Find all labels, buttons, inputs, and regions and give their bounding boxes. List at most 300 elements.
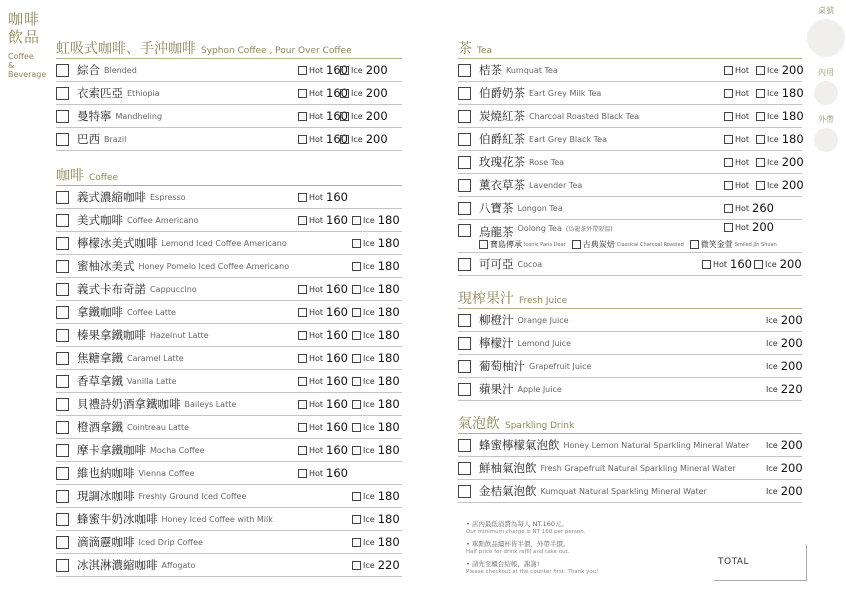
title-en-line2: &: [8, 61, 15, 70]
item-checkbox[interactable]: [56, 329, 69, 342]
hot-checkbox[interactable]: [298, 331, 307, 340]
hot-option: [298, 370, 348, 392]
hot-checkbox[interactable]: [298, 446, 307, 455]
ice-checkbox[interactable]: [352, 446, 361, 455]
total-box[interactable]: [714, 545, 807, 581]
ice-option: [340, 82, 388, 104]
item-name: 蜜柚冰美式: [77, 259, 135, 273]
menu-item-row: [56, 393, 402, 416]
hot-checkbox[interactable]: [298, 216, 307, 225]
item-name-en: Caramel Latte: [127, 353, 184, 363]
item-checkbox[interactable]: [458, 485, 471, 498]
ice-option: [352, 554, 400, 576]
item-name-en: Honey Iced Coffee with Milk: [161, 514, 273, 524]
hot-label: Hot: [309, 330, 324, 340]
hot-checkbox[interactable]: [298, 112, 307, 121]
item-name-en: Iced Drip Coffee: [138, 537, 203, 547]
ice-option: [340, 128, 388, 150]
section-header: [458, 38, 802, 59]
menu-item-row: [56, 554, 402, 577]
item-name-en: Coffee Latte: [127, 307, 176, 317]
hot-label: Hot: [309, 445, 324, 455]
ice-label: Ice: [766, 338, 778, 348]
menu-section: [56, 38, 402, 151]
menu-item-row: [458, 82, 802, 105]
hot-checkbox[interactable]: [298, 308, 307, 317]
item-name: 香草拿鐵: [77, 374, 123, 388]
menu-item-row: [56, 82, 402, 105]
item-name: 柳橙汁: [479, 313, 514, 327]
item-checkbox[interactable]: [458, 383, 471, 396]
hot-price: 160: [326, 190, 348, 204]
hot-label: Hot: [735, 203, 750, 213]
ice-price: 180: [377, 443, 400, 457]
menu-item-row: [458, 457, 802, 480]
ice-checkbox[interactable]: [352, 308, 361, 317]
ice-option: [352, 531, 400, 553]
ice-option: [766, 480, 803, 502]
menu-item-row: [56, 232, 402, 255]
ice-label: Ice: [363, 284, 375, 294]
section-title: 咖啡: [56, 168, 84, 184]
hot-option: [298, 347, 348, 369]
item-name: 蜂蜜檸檬氣泡飲: [479, 438, 560, 452]
item-name-en: Charcoal Roasted Black Tea: [529, 111, 640, 121]
menu-item-row: [458, 220, 802, 253]
item-checkbox[interactable]: [458, 133, 471, 146]
ice-option: [754, 253, 802, 275]
hot-price: 160: [326, 374, 348, 388]
ice-price: 200: [781, 155, 804, 169]
variant-name-en: Classical Charcoal Roasted: [616, 241, 684, 248]
item-checkbox[interactable]: [458, 258, 471, 271]
variant-checkbox[interactable]: [690, 240, 699, 249]
item-name: 烏龍茶: [479, 225, 514, 239]
item-name-en: Coffee Americano: [127, 215, 199, 225]
hot-checkbox[interactable]: [724, 181, 733, 190]
section-header: [56, 165, 402, 186]
ice-checkbox[interactable]: [352, 377, 361, 386]
item-checkbox[interactable]: [458, 439, 471, 452]
item-name-en: Cointreau Latte: [127, 422, 190, 432]
item-checkbox[interactable]: [56, 133, 69, 146]
ice-label: Ice: [363, 376, 375, 386]
hot-checkbox[interactable]: [298, 400, 307, 409]
oolong-variants: [479, 239, 783, 250]
ice-option: [340, 59, 388, 81]
menu-item-row: [56, 301, 402, 324]
ice-option: [352, 301, 400, 323]
ice-label: Ice: [767, 65, 779, 75]
ice-option: [352, 485, 400, 507]
ice-label: Ice: [363, 307, 375, 317]
ice-price: 200: [780, 359, 803, 373]
menu-item-row: [458, 378, 802, 401]
item-checkbox[interactable]: [56, 444, 69, 457]
ice-price: 180: [377, 420, 400, 434]
menu-item-row: [56, 324, 402, 347]
ice-price: 180: [781, 109, 804, 123]
ice-checkbox[interactable]: [352, 492, 361, 501]
hot-price: 160: [326, 420, 348, 434]
hot-option: [298, 186, 348, 208]
menu-item-row: [56, 278, 402, 301]
hot-checkbox[interactable]: [724, 223, 733, 232]
ice-price: 180: [377, 535, 400, 549]
item-checkbox[interactable]: [458, 314, 471, 327]
menu-item-row: [56, 105, 402, 128]
hot-checkbox[interactable]: [724, 204, 733, 213]
dine-in-label: 內用: [818, 68, 834, 77]
section-subtitle: Sparkling Drink: [505, 421, 575, 431]
item-checkbox[interactable]: [458, 224, 471, 237]
section-title: 現榨果汁: [458, 291, 514, 307]
ice-option: [352, 209, 400, 231]
note-zh: • 店內最低消費為每人 NT.160元。: [466, 520, 569, 528]
hot-checkbox[interactable]: [724, 112, 733, 121]
hot-price: 160: [326, 86, 348, 100]
item-checkbox[interactable]: [56, 283, 69, 296]
item-name-en: Affogato: [161, 560, 196, 570]
item-checkbox[interactable]: [458, 179, 471, 192]
ice-option: [340, 105, 388, 127]
ice-label: Ice: [766, 384, 778, 394]
hot-checkbox[interactable]: [298, 354, 307, 363]
item-name: 蜂蜜牛奶冰咖啡: [77, 512, 158, 526]
ice-price: 220: [377, 558, 400, 572]
item-name-en: Eart Grey Milk Tea: [529, 88, 602, 98]
item-name: 蘋果汁: [479, 382, 514, 396]
ice-label: Ice: [363, 445, 375, 455]
note-en: Our minimum charge is NT 160 per person.: [466, 529, 586, 535]
menu-item-row: [56, 186, 402, 209]
item-name: 玫瑰花茶: [479, 155, 525, 169]
item-checkbox[interactable]: [458, 87, 471, 100]
item-checkbox[interactable]: [56, 191, 69, 204]
ice-label: Ice: [363, 399, 375, 409]
note-zh: • 請先至櫃台結帳，謝謝!: [466, 560, 540, 568]
hot-price: 160: [326, 351, 348, 365]
ice-checkbox[interactable]: [352, 423, 361, 432]
hot-checkbox[interactable]: [298, 193, 307, 202]
note-en: Please checkout at the counter first. Thank you!: [466, 569, 599, 575]
hot-label: Hot: [309, 376, 324, 386]
hot-checkbox[interactable]: [702, 260, 711, 269]
ice-checkbox[interactable]: [352, 515, 361, 524]
ice-checkbox[interactable]: [352, 354, 361, 363]
item-checkbox[interactable]: [56, 559, 69, 572]
item-checkbox[interactable]: [56, 398, 69, 411]
menu-section: [458, 288, 802, 401]
ice-checkbox[interactable]: [340, 135, 349, 144]
menu-item-row: [458, 253, 802, 276]
ice-price: 220: [780, 382, 803, 396]
ice-price: 180: [377, 259, 400, 273]
item-name: 檸檬冰美式咖啡: [77, 236, 158, 250]
item-name-en: Honey Lemon Natural Sparkling Mineral Water: [563, 440, 750, 450]
ice-option: [756, 82, 804, 104]
ice-price: 180: [377, 351, 400, 365]
hot-price: 160: [326, 109, 348, 123]
order-type-panel: [806, 5, 846, 152]
hot-label: Hot: [735, 88, 750, 98]
hot-checkbox[interactable]: [724, 66, 733, 75]
ice-checkbox[interactable]: [756, 89, 765, 98]
hot-price: 160: [326, 305, 348, 319]
hot-price: 160: [326, 282, 348, 296]
ice-checkbox[interactable]: [756, 66, 765, 75]
hot-checkbox[interactable]: [298, 66, 307, 75]
ice-label: Ice: [767, 111, 779, 121]
item-checkbox[interactable]: [56, 64, 69, 77]
hot-option: [298, 393, 348, 415]
oolong-variant: [479, 239, 566, 250]
ice-checkbox[interactable]: [756, 158, 765, 167]
ice-checkbox[interactable]: [352, 331, 361, 340]
menu-title: [8, 10, 52, 79]
item-checkbox[interactable]: [56, 260, 69, 273]
hot-label: Hot: [309, 65, 324, 75]
hot-checkbox[interactable]: [724, 158, 733, 167]
menu-item-row: [458, 355, 802, 378]
ice-price: 200: [365, 86, 388, 100]
ice-label: Ice: [351, 111, 363, 121]
hot-checkbox[interactable]: [724, 135, 733, 144]
menu-item-row: [458, 128, 802, 151]
ice-price: 180: [377, 213, 400, 227]
ice-price: 200: [365, 109, 388, 123]
hot-checkbox[interactable]: [298, 423, 307, 432]
hot-option: [724, 82, 749, 104]
ice-label: Ice: [363, 514, 375, 524]
ice-checkbox[interactable]: [756, 135, 765, 144]
item-name-en: Longon Tea: [517, 203, 563, 213]
ice-price: 200: [365, 63, 388, 77]
ice-option: [766, 434, 803, 456]
ice-price: 180: [377, 328, 400, 342]
hot-option: [298, 324, 348, 346]
hot-checkbox[interactable]: [298, 135, 307, 144]
ice-label: Ice: [363, 353, 375, 363]
dine-in-checkbox[interactable]: [814, 81, 838, 105]
item-checkbox[interactable]: [56, 375, 69, 388]
ice-checkbox[interactable]: [754, 260, 763, 269]
ice-checkbox[interactable]: [352, 561, 361, 570]
ice-option: [756, 105, 804, 127]
ice-label: Ice: [767, 157, 779, 167]
hot-label: Hot: [309, 353, 324, 363]
item-name-en: Lemond Juice: [517, 338, 572, 348]
item-checkbox[interactable]: [458, 110, 471, 123]
ice-label: Ice: [766, 361, 778, 371]
ice-checkbox[interactable]: [352, 239, 361, 248]
item-name-en: Rose Tea: [529, 157, 565, 167]
ice-option: [352, 370, 400, 392]
item-name-en: Hazelnut Latte: [150, 330, 209, 340]
section-header: [458, 413, 802, 434]
item-name-en: Vanilla Latte: [127, 376, 177, 386]
hot-option: [724, 151, 749, 173]
hot-label: Hot: [309, 284, 324, 294]
hot-checkbox[interactable]: [298, 285, 307, 294]
ice-label: Ice: [363, 330, 375, 340]
hot-checkbox[interactable]: [298, 377, 307, 386]
hot-option: [298, 209, 348, 231]
item-checkbox[interactable]: [458, 202, 471, 215]
item-checkbox[interactable]: [56, 421, 69, 434]
ice-checkbox[interactable]: [340, 66, 349, 75]
item-name: 衣索匹亞: [77, 86, 123, 100]
item-checkbox[interactable]: [56, 352, 69, 365]
item-name: 橙酒拿鐵: [77, 420, 123, 434]
menu-item-row: [56, 485, 402, 508]
ice-option: [352, 416, 400, 438]
menu-item-row: [458, 309, 802, 332]
ice-option: [756, 151, 804, 173]
hot-label: Hot: [309, 468, 324, 478]
hot-price: 160: [326, 443, 348, 457]
section-header: [56, 38, 402, 59]
ice-checkbox[interactable]: [352, 538, 361, 547]
item-name-en: Lemond Iced Coffee Americano: [161, 238, 287, 248]
variant-name-en: Iconic Paris Dear: [524, 241, 566, 248]
item-checkbox[interactable]: [56, 536, 69, 549]
item-checkbox[interactable]: [458, 462, 471, 475]
item-checkbox[interactable]: [458, 156, 471, 169]
hot-option: [724, 105, 749, 127]
variant-name-en: Smiled Jin Shuan: [734, 241, 777, 248]
ice-label: Ice: [363, 560, 375, 570]
ice-price: 180: [781, 86, 804, 100]
ice-checkbox[interactable]: [352, 262, 361, 271]
ice-checkbox[interactable]: [756, 112, 765, 121]
item-name: 金桔氣泡飲: [479, 484, 537, 498]
item-checkbox[interactable]: [458, 64, 471, 77]
menu-item-row: [458, 59, 802, 82]
item-name-en: Mocha Coffee: [150, 445, 205, 455]
hot-option: [724, 128, 749, 150]
hot-option: [298, 301, 348, 323]
item-name: 葡萄柚汁: [479, 359, 525, 373]
ice-label: Ice: [767, 88, 779, 98]
menu-item-row: [56, 416, 402, 439]
item-name-en: Lavender Tea: [529, 180, 583, 190]
title-en-line1: Coffee: [8, 52, 34, 61]
ice-checkbox[interactable]: [756, 181, 765, 190]
ice-checkbox[interactable]: [352, 216, 361, 225]
menu-item-row: [56, 59, 402, 82]
item-name: 榛果拿鐵咖啡: [77, 328, 146, 342]
menu-item-row: [458, 174, 802, 197]
hot-label: Hot: [309, 192, 324, 202]
ice-option: [756, 59, 804, 81]
ice-option: [352, 508, 400, 530]
ice-price: 180: [781, 132, 804, 146]
menu-item-row: [458, 434, 802, 457]
ice-label: Ice: [766, 315, 778, 325]
item-name-en: Kumquat Natural Sparkling Mineral Water: [540, 486, 707, 496]
ice-label: Ice: [363, 238, 375, 248]
item-name: 綜合: [77, 63, 100, 77]
item-name-en: Blended: [104, 65, 137, 75]
item-checkbox[interactable]: [56, 237, 69, 250]
oolong-variant: [690, 239, 777, 250]
hot-price: 160: [730, 257, 752, 271]
variant-checkbox[interactable]: [479, 240, 488, 249]
hot-label: Hot: [309, 399, 324, 409]
hot-label: Hot: [309, 88, 324, 98]
hot-option: [298, 462, 348, 484]
ice-option: [352, 278, 400, 300]
ice-option: [766, 309, 803, 331]
hot-label: Hot: [713, 259, 728, 269]
item-name: 義式卡布奇諾: [77, 282, 146, 296]
variant-checkbox[interactable]: [572, 240, 581, 249]
take-out-checkbox[interactable]: [814, 128, 838, 152]
item-name-en: Orange Juice: [517, 315, 569, 325]
item-name: 曼特寧: [77, 109, 112, 123]
ice-checkbox[interactable]: [340, 112, 349, 121]
item-checkbox[interactable]: [56, 513, 69, 526]
item-name-en: Grapefruit Juice: [529, 361, 592, 371]
variant-name: 微笑金萱: [700, 240, 733, 249]
section-subtitle: Syphon Coffee , Pour Over Coffee: [201, 46, 352, 56]
item-checkbox[interactable]: [56, 490, 69, 503]
item-name-en: Eart Grey Black Tea: [529, 134, 607, 144]
item-name: 冰淇淋濃縮咖啡: [77, 558, 158, 572]
menu-item-row: [56, 209, 402, 232]
section-subtitle: Coffee: [89, 173, 119, 183]
hot-checkbox[interactable]: [298, 469, 307, 478]
ice-price: 200: [779, 257, 802, 271]
hot-checkbox[interactable]: [298, 89, 307, 98]
item-checkbox[interactable]: [56, 87, 69, 100]
ice-option: [352, 347, 400, 369]
hot-option: [298, 416, 348, 438]
ice-option: [352, 324, 400, 346]
note: [466, 560, 706, 576]
table-number-field[interactable]: [807, 19, 845, 57]
ice-checkbox[interactable]: [352, 285, 361, 294]
item-name: 焦糖拿鐵: [77, 351, 123, 365]
item-checkbox[interactable]: [56, 467, 69, 480]
hot-label: Hot: [309, 134, 324, 144]
item-name: 薰衣草茶: [479, 178, 525, 192]
item-checkbox[interactable]: [56, 306, 69, 319]
item-name: 摩卡拿鐵咖啡: [77, 443, 146, 457]
title-en-line3: Beverage: [8, 70, 47, 79]
item-checkbox[interactable]: [56, 214, 69, 227]
hot-price: 160: [326, 397, 348, 411]
section-title: 虹吸式咖啡、手沖咖啡: [56, 41, 196, 57]
item-checkbox[interactable]: [56, 110, 69, 123]
ice-checkbox[interactable]: [352, 400, 361, 409]
item-checkbox[interactable]: [458, 360, 471, 373]
ice-option: [766, 457, 803, 479]
ice-label: Ice: [766, 440, 778, 450]
hot-option: [724, 174, 749, 196]
hot-checkbox[interactable]: [724, 89, 733, 98]
item-name-en: Fresh Grapefruit Natural Sparkling Mineral Water: [540, 463, 736, 473]
item-name-en: Vienna Coffee: [138, 468, 195, 478]
ice-checkbox[interactable]: [340, 89, 349, 98]
item-checkbox[interactable]: [458, 337, 471, 350]
menu-item-row: [56, 508, 402, 531]
item-name: 拿鐵咖啡: [77, 305, 123, 319]
item-name: 可可亞: [479, 257, 514, 271]
hot-option: [702, 253, 752, 275]
section-header: [458, 288, 802, 309]
